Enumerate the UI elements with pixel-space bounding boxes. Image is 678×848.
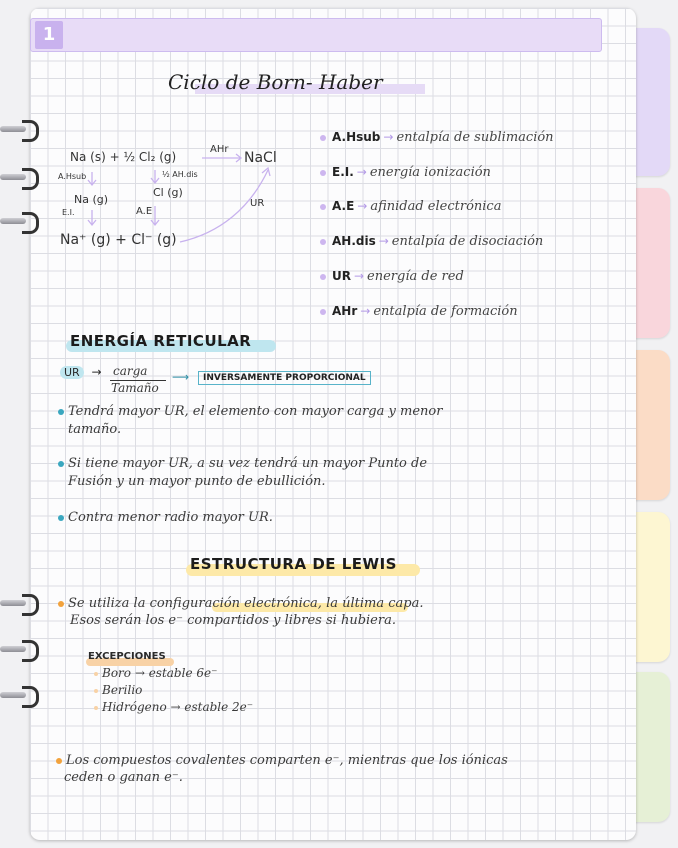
ahsub-label: A.Hsub (58, 172, 87, 181)
ae-label: A.E (136, 206, 153, 217)
definition-item: A.E → afinidad electrónica (320, 199, 501, 214)
arrow-icon: → (357, 199, 368, 213)
definition-item: A.Hsub → entalpía de sublimación (320, 130, 554, 145)
fraction-denominator: Tamaño (111, 381, 159, 395)
binder-ring-icon (0, 594, 38, 612)
product-label: NaCl (244, 150, 277, 166)
bullet-icon (320, 239, 326, 245)
bullet-icon (320, 274, 326, 280)
binder-ring-icon (0, 686, 38, 704)
list-item-continued: Fusión y un mayor punto de ebullición. (68, 474, 326, 489)
arrow-icon: → (383, 130, 394, 144)
ahr-label: AHr (210, 144, 229, 155)
ahdis-label: ½ AH.dis (162, 170, 198, 179)
definition-item: AH.dis → entalpía de disociación (320, 234, 543, 249)
bullet-icon (94, 706, 98, 710)
binder-ring-icon (0, 168, 38, 186)
bullet-icon (58, 461, 64, 467)
bullet-icon (94, 689, 98, 693)
arrow-icon: → (360, 304, 371, 318)
list-item: Contra menor radio mayor UR. (58, 510, 273, 525)
arrow-icon: → (91, 365, 102, 379)
ions-label: Na⁺ (g) + Cl⁻ (g) (60, 232, 177, 248)
ei-label: E.I. (62, 208, 75, 217)
page-title: Ciclo de Born- Haber (168, 70, 383, 94)
ur-formula (60, 365, 106, 379)
bullet-icon (58, 515, 64, 521)
list-item-continued: tamaño. (68, 422, 122, 437)
bullet-icon (320, 170, 326, 176)
inverse-proportional-box: INVERSAMENTE PROPORCIONAL (198, 371, 371, 385)
ur-label: UR (250, 198, 265, 209)
clg-label: Cl (g) (153, 186, 183, 199)
arrow-icon: → (378, 234, 389, 248)
bullet-icon (320, 309, 326, 315)
list-item: Se utiliza la configuración electrónica, la última capa. (58, 596, 423, 611)
reactants-label: Na (s) + ½ Cl₂ (g) (70, 150, 177, 164)
definition-item: AHr → entalpía de formación (320, 304, 518, 319)
bullet-icon (58, 601, 64, 607)
list-item: Si tiene mayor UR, a su vez tendrá un mayor Punto de (58, 456, 427, 471)
exception-item: Hidrógeno → estable 2e⁻ (94, 700, 253, 714)
bullet-icon (320, 135, 326, 141)
fraction-numerator: carga (113, 364, 148, 378)
section-heading: ENERGÍA RETICULAR (70, 332, 252, 350)
bullet-icon (320, 204, 326, 210)
arrow-icon: → (353, 269, 365, 283)
list-item-continued: ceden o ganan e⁻. (64, 770, 183, 785)
definition-item: E.I. → energía ionización (320, 165, 491, 180)
exceptions-title: EXCEPCIONES (88, 651, 166, 662)
binder-ring-icon (0, 120, 38, 138)
list-item: Tendrá mayor UR, el elemento con mayor carga y menor (58, 404, 442, 419)
list-item-continued: Esos serán los e⁻ compartidos y libres si hubiera. (70, 613, 396, 628)
exception-item: Boro → estable 6e⁻ (94, 666, 217, 680)
list-item: Los compuestos covalentes comparten e⁻, mientras que los iónicas (56, 753, 508, 768)
page-number: 1 (35, 21, 63, 49)
bullet-icon (94, 672, 98, 676)
ur-pill: UR (60, 366, 84, 379)
arrow-icon: → (356, 165, 367, 179)
binder-ring-icon (0, 212, 38, 230)
page-header-bar (30, 18, 602, 52)
nag-label: Na (g) (74, 193, 109, 206)
bullet-icon (56, 758, 62, 764)
bullet-icon (58, 409, 64, 415)
binder-ring-icon (0, 640, 38, 658)
exception-item: Berilio (94, 683, 142, 697)
arrow-icon: ⟶ (172, 370, 190, 384)
definition-item: UR → energía de red (320, 269, 464, 284)
section-heading: ESTRUCTURA DE LEWIS (190, 555, 397, 573)
